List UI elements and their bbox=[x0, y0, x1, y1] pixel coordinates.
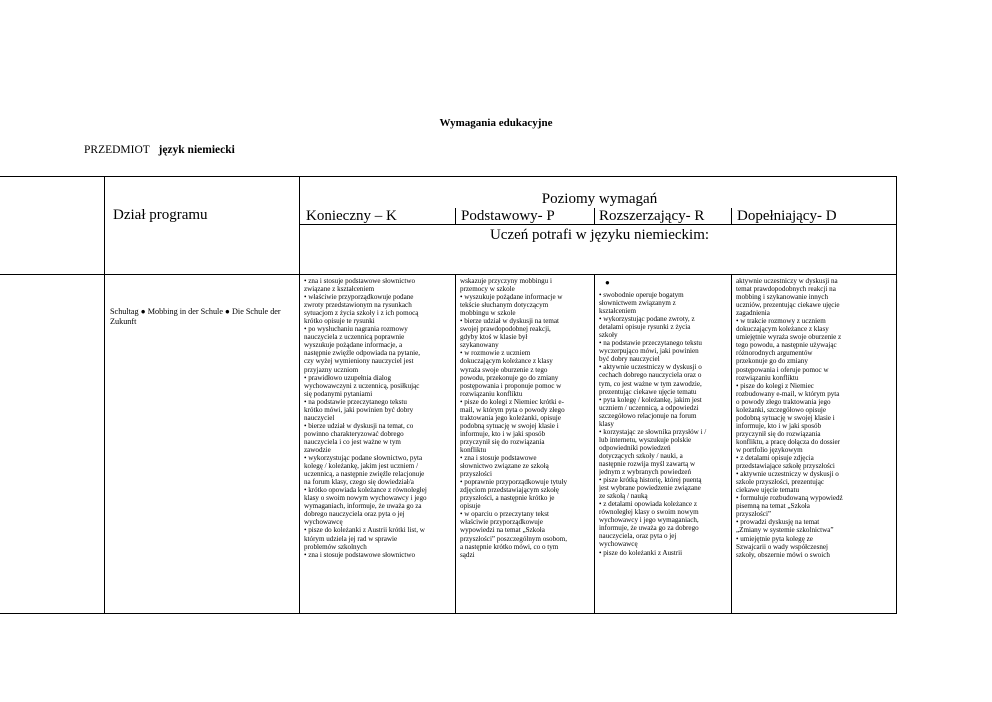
requirement-line: temat prawdopodobnych reakcji na bbox=[736, 285, 836, 294]
requirement-line: „Zmiany w systemie szkolnictwa” bbox=[736, 526, 834, 535]
table-bottom-border bbox=[0, 613, 897, 614]
k-p-body-border bbox=[455, 274, 456, 613]
requirement-line: przyszłości bbox=[460, 470, 492, 479]
program-header: Dział programu bbox=[113, 207, 208, 223]
requirement-line: a następnie krótko mówi, co o tym bbox=[460, 542, 559, 551]
requirement-line: nauczyciela, oraz pyta o jej bbox=[599, 532, 677, 541]
requirement-line: • zna i stosuje podstawowe słownictwo bbox=[304, 277, 416, 285]
requirement-line: ze szkołą / nauką bbox=[599, 492, 648, 501]
requirement-line: przekonuje go do zmiany bbox=[736, 357, 808, 366]
requirement-line: • w rozmowie z uczniem bbox=[460, 349, 531, 358]
requirement-line: • swobodnie operuje bogatym bbox=[599, 291, 684, 299]
level-d-cell bbox=[736, 277, 895, 612]
subject-value: język niemiecki bbox=[158, 144, 235, 156]
level-r-list bbox=[599, 291, 730, 557]
program-column-border bbox=[104, 176, 105, 613]
requirement-line: przyszłości” bbox=[736, 510, 772, 519]
requirement-line: swojej prawdopodobnej reakcji, bbox=[460, 325, 551, 334]
requirement-line: tym, co jest ważne w tym zawodzie, bbox=[599, 379, 702, 388]
requirement-line: pisemną na temat „Szkoła bbox=[736, 502, 810, 511]
requirement-line: • aktywnie uczestniczy w dyskusji o bbox=[599, 363, 702, 372]
level-r-header: Rozszerzający- R bbox=[599, 208, 705, 224]
requirement-line: związane z kształceniem bbox=[304, 285, 375, 294]
requirement-line: • pyta kolegę / koleżankę, jakim jest bbox=[599, 395, 702, 404]
requirement-line: • po wysłuchaniu nagrania rozmowy bbox=[304, 325, 408, 334]
requirement-line: w portfolio językowym bbox=[736, 445, 803, 454]
requirement-line: • właściwie przyporządkowuje podane bbox=[304, 293, 414, 302]
requirement-line: uczennicą, a następnie zwięźle relacjonuje bbox=[304, 470, 425, 479]
requirement-line: tego powodu, a następnie używając bbox=[736, 341, 837, 350]
requirement-line: • aktywnie uczestniczy w dyskusji o bbox=[736, 470, 839, 479]
requirement-line: czy wyżej wymieniony nauczyciel jest bbox=[304, 357, 414, 366]
requirement-line: • prowadzi dyskusję na temat bbox=[736, 518, 820, 527]
requirement-line: wymaganiach, informuje, że uważa go za bbox=[304, 502, 422, 511]
requirement-line: • pisze do kolegi z Niemiec bbox=[736, 381, 814, 390]
requirement-line: szczegółowo relacjonuje na forum bbox=[599, 411, 697, 420]
requirement-line: powodu, przekonuje go do zmiany bbox=[460, 373, 559, 382]
requirement-line: uczniów, prezentując ciekawe ujęcie bbox=[736, 301, 840, 310]
requirement-line: lub internetu, wyszukuje polskie bbox=[599, 435, 692, 444]
requirement-line: wskazuje przyczyny mobbingu i bbox=[460, 277, 552, 285]
document-title: Wymagania edukacyjne bbox=[439, 117, 553, 129]
requirement-line: • poprawnie przyporządkowuje tytuły bbox=[460, 478, 568, 487]
requirement-line: • na podstawie przeczytanego tekstu bbox=[599, 339, 702, 348]
requirement-line: dokuczającym koleżance z klasy bbox=[460, 357, 553, 366]
level-p-list bbox=[460, 277, 567, 559]
requirement-line: postępowania i proponuje pomoc w bbox=[460, 381, 562, 390]
requirement-line: zawodzie bbox=[304, 445, 331, 454]
requirement-line: zwroty przedstawionym na rysunkach bbox=[304, 301, 412, 310]
requirement-line: • z detalami opowiada koleżance z bbox=[599, 500, 698, 509]
level-d-list bbox=[736, 277, 843, 559]
requirement-line: wychowawcy i jego wymaganiach, bbox=[599, 516, 699, 525]
requirement-line: słownictwo związane ze szkołą bbox=[460, 462, 549, 471]
requirement-line: • formułuje rozbudowaną wypowiedź bbox=[736, 494, 843, 503]
requirement-line: gdyby ktoś w klasie był bbox=[460, 333, 528, 342]
requirement-line: • zna i stosuje podstawowe słownictwo bbox=[304, 550, 416, 559]
requirement-line: opisuje bbox=[460, 502, 481, 511]
requirement-line: • korzystając ze słownika przysłów i / bbox=[599, 427, 707, 436]
requirement-line: przyszłości, a następnie krótko je bbox=[460, 494, 555, 503]
level-p-header: Podstawowy- P bbox=[461, 208, 555, 224]
requirement-line: informuje, że uważa go za dobrego bbox=[599, 524, 699, 533]
requirement-line: detalami opisuje rysunki z życia bbox=[599, 323, 691, 332]
level-d-header: Dopełniający- D bbox=[737, 208, 837, 224]
requirement-line: podobną sytuację w swojej klasie i bbox=[736, 413, 835, 422]
requirement-line: umiejętnie wyraża swoje oburzenie z bbox=[736, 333, 842, 342]
requirement-line: wyczerpująco mówi, jaki powinien bbox=[599, 347, 699, 356]
requirement-line: wyszukuje pożądane informacje, a bbox=[304, 341, 403, 350]
requirement-line: kształceniem bbox=[599, 307, 637, 316]
requirement-line: krótko mówi, jaki powinien być dobry bbox=[304, 405, 414, 414]
requirement-line: nauczyciel bbox=[304, 413, 335, 422]
requirement-line: przyczynił się do rozwiązania bbox=[736, 429, 821, 438]
requirement-line: mobbing i szykanowanie innych bbox=[736, 293, 829, 302]
requirement-line: powinno charakteryzować dobrego bbox=[304, 429, 404, 438]
level-k-header: Konieczny – K bbox=[306, 208, 397, 224]
requirement-line: się podanymi pytaniami bbox=[304, 389, 373, 398]
requirement-line: przyszłości” poszczególnym osobom, bbox=[460, 534, 567, 543]
subject-line bbox=[84, 144, 235, 156]
requirement-line: • w trakcie rozmowy z uczniem bbox=[736, 317, 826, 326]
requirement-line: • zna i stosuje podstawowe bbox=[460, 454, 537, 463]
requirement-line: równoległej klasy o swoim nowym bbox=[599, 508, 699, 517]
requirement-line: odpowiedniki powiedzeń bbox=[599, 443, 671, 452]
requirement-line: klasy bbox=[599, 419, 614, 428]
requirement-line: konfliktu, a pracę dołącza do dossier bbox=[736, 437, 841, 446]
requirement-line: aktywnie uczestniczy w dyskusji na bbox=[736, 277, 838, 285]
requirement-line: • pisze do koleżanki z Austrii krótki list, w bbox=[304, 526, 425, 535]
requirement-line: • bierze udział w dyskusji na temat, co bbox=[304, 421, 414, 430]
p-r-body-border bbox=[594, 274, 595, 613]
topic-cell: Schultag ● Mobbing in der Schule ● Die Schule der Zukunft bbox=[110, 307, 281, 326]
requirement-line: przedstawiające szkołę przyszłości bbox=[736, 462, 835, 471]
requirement-line: na forum klasy, czego się dowiedział/a bbox=[304, 478, 414, 487]
requirement-line: przemocy w szkole bbox=[460, 285, 515, 294]
level-p-cell bbox=[460, 277, 593, 612]
k-p-border bbox=[455, 208, 456, 224]
requirement-line: koleżanki, szczegółowo opisuje bbox=[736, 405, 827, 414]
requirement-line: mobbingu w szkole bbox=[460, 309, 516, 318]
requirement-line: nauczyciela z uczennicą poprawnie bbox=[304, 333, 405, 342]
requirement-line: rozwiązaniu konfliktu bbox=[460, 389, 523, 398]
requirement-line: • na podstawie przeczytanego tekstu bbox=[304, 397, 407, 406]
p-r-border bbox=[594, 208, 595, 224]
student-header: Uczeń potrafi w języku niemieckim: bbox=[489, 227, 710, 243]
requirement-line: • z detalami opisuje zdjęcia bbox=[736, 454, 814, 463]
requirement-line: informuje, kto i w jaki sposób bbox=[460, 429, 546, 438]
requirement-line: rozbudowany e-mail, w którym pyta bbox=[736, 389, 840, 398]
requirement-line: jednym z wybranych powiedzeń bbox=[599, 468, 691, 477]
requirement-line: szykanowany bbox=[460, 341, 499, 350]
requirement-line: wyraża swoje oburzenie z tego bbox=[460, 365, 548, 374]
requirement-line: słownictwem związanym z bbox=[599, 299, 676, 308]
requirement-line: klasy o swoim nowym wychowawcy i jego bbox=[304, 494, 427, 503]
requirement-line: • wykorzystując podane zwroty, z bbox=[599, 315, 695, 324]
requirement-line: następnie zwięźle odpowiada na pytanie, bbox=[304, 349, 421, 358]
requirement-line: prezentując ciekawe ujęcie tematu bbox=[599, 387, 697, 396]
requirement-line: szkoły, obszernie mówi o swoich bbox=[736, 550, 830, 559]
requirement-line: szkoły bbox=[599, 331, 618, 340]
level-k-list bbox=[304, 277, 427, 559]
requirement-line: wypowiedzi na temat „Szkoła bbox=[460, 526, 545, 535]
level-r-cell bbox=[599, 278, 730, 612]
requirement-line: wychowawcę bbox=[304, 518, 343, 527]
level-k-cell bbox=[304, 277, 454, 612]
requirement-line: konfliktu bbox=[460, 445, 487, 454]
requirement-line: wychowawcę bbox=[599, 540, 638, 549]
requirement-line: którym udziela jej rad w sprawie bbox=[304, 534, 398, 543]
requirement-line: następnie rozwija myśl zawartą w bbox=[599, 459, 696, 468]
requirement-line: uczniem / uczennicą, a odpowiedzi bbox=[599, 403, 699, 412]
requirement-line: • wykorzystując podane słownictwo, pyta bbox=[304, 454, 423, 463]
requirement-line: wychowawczyni z uczennicą, posiłkując bbox=[304, 381, 420, 390]
requirement-line: podobną sytuację w swojej klasie i bbox=[460, 421, 559, 430]
requirement-line: zagadnienia bbox=[736, 309, 770, 318]
requirement-line: • prawidłowo uzupełnia dialog bbox=[304, 373, 391, 382]
requirement-line: • wyszukuje pożądane informacje w bbox=[460, 293, 563, 302]
requirement-line: informuje, kto i w jaki sposób bbox=[736, 421, 822, 430]
requirement-line: rozwiązaniu konfliktu bbox=[736, 373, 799, 382]
requirement-line: • w oparciu o przeczytany tekst bbox=[460, 510, 549, 519]
requirement-line: ciekawe ujęcie tematu bbox=[736, 486, 800, 495]
requirement-line: właściwie przyporządkowuje bbox=[460, 518, 543, 527]
requirement-line: problemów szkolnych bbox=[304, 542, 367, 551]
requirement-line: cechach dobrego nauczyciela oraz o bbox=[599, 371, 702, 380]
requirement-line: być dobry nauczyciel bbox=[599, 355, 660, 364]
requirement-line: mail, w którym pyta o powody złego bbox=[460, 405, 565, 414]
requirement-line: • krótko opowiada koleżance z równoległej bbox=[304, 486, 427, 495]
requirement-line: • pisze krótką historię, której puentą bbox=[599, 476, 702, 485]
header-bottom-border bbox=[0, 274, 897, 275]
requirement-line: przyjazny uczniom bbox=[304, 365, 359, 374]
requirement-line: różnorodnych argumentów bbox=[736, 349, 813, 358]
requirement-line: postępowania i oferuje pomoc w bbox=[736, 365, 829, 374]
requirement-line: • bierze udział w dyskusji na temat bbox=[460, 317, 560, 326]
r-d-border bbox=[731, 208, 732, 224]
requirement-line: nauczyciela i co jest ważne w tym bbox=[304, 437, 401, 446]
requirement-line: sądzi bbox=[460, 550, 475, 559]
requirement-line: • pisze do kolegi z Niemiec krótki e- bbox=[460, 397, 564, 406]
levels-header: Poziomy wymagań bbox=[541, 191, 658, 207]
requirement-line: sytuacjom z życia szkoły i z ich pomocą bbox=[304, 309, 419, 318]
subject-label: PRZEDMIOT bbox=[84, 144, 150, 156]
requirement-line: przyczynił się do rozwiązania bbox=[460, 437, 545, 446]
requirement-line: zdjęciom przedstawiającym szkołę bbox=[460, 486, 559, 495]
requirement-line: jest wybrane powiedzenie związane bbox=[599, 484, 701, 493]
requirement-line: kolegę / koleżankę, jakim jest uczniem / bbox=[304, 462, 419, 471]
requirement-line: • pisze do koleżanki z Austrii bbox=[599, 548, 683, 557]
requirement-line: Szwajcarii o wady współczesnej bbox=[736, 542, 828, 551]
requirement-line: dobrego nauczyciela oraz pyta o jej bbox=[304, 510, 405, 519]
requirement-line: o powody złego traktowania jego bbox=[736, 397, 831, 406]
requirement-line: dokuczającym koleżance z klasy bbox=[736, 325, 829, 334]
requirement-line: szkole przyszłości, prezentując bbox=[736, 478, 825, 487]
requirement-line: krótko opisuje te rysunki bbox=[304, 317, 375, 326]
requirement-line: dotyczących szkoły / nauki, a bbox=[599, 451, 683, 460]
requirement-line: traktowania jego koleżanki, opisuje bbox=[460, 413, 561, 422]
requirement-line: tekście słuchanym dotyczącym bbox=[460, 301, 549, 310]
r-d-body-border bbox=[731, 274, 732, 613]
requirement-line: • umiejętnie pyta kolegę ze bbox=[736, 534, 813, 543]
level-r-bullet-marker: ● bbox=[605, 278, 610, 287]
table-top-border bbox=[0, 176, 897, 177]
